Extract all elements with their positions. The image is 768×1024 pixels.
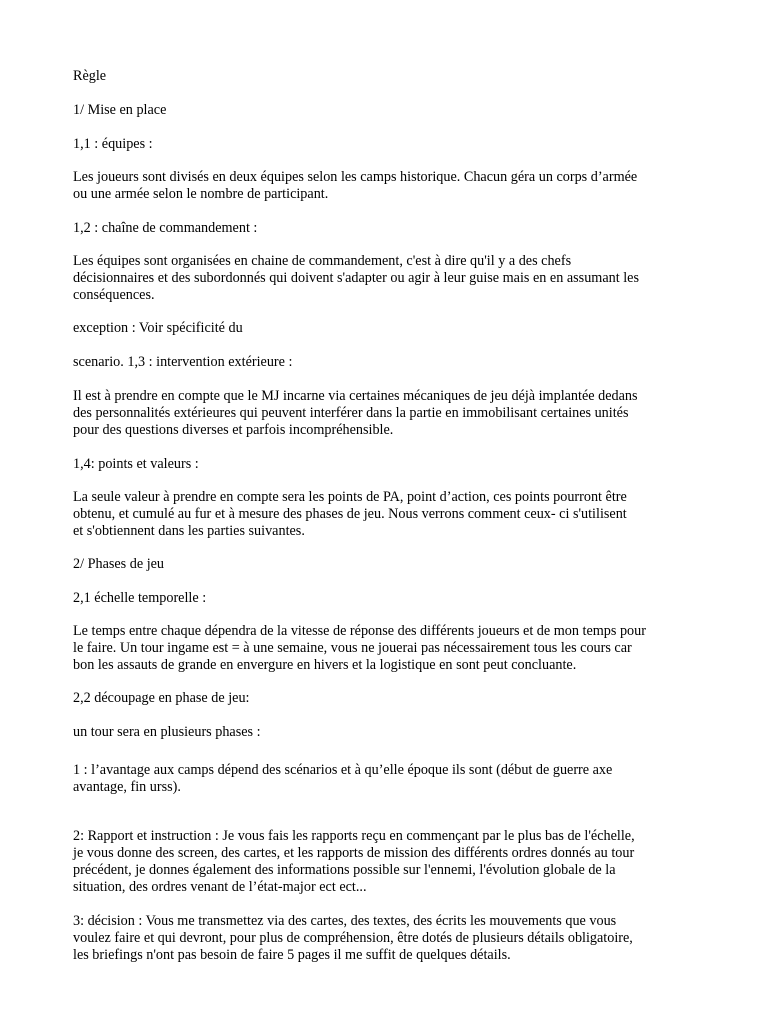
text-line: La seule valeur à prendre en compte sera les points de PA, point d’action, ces points pourront être [73,489,627,505]
text-line: les briefings n'ont pas besoin de faire 5 pages il me suffit de quelques détails. [73,947,511,963]
text-line: je vous donne des screen, des cartes, et les rapports de mission des différents ordres donnés au tour [73,845,635,861]
text-line: 1 : l’avantage aux camps dépend des scénarios et à qu’elle époque ils sont (début de guerre axe [73,762,613,778]
document-title: Règle [73,68,107,84]
text-line: décisionnaires et des subordonnés qui doivent s'adapter ou agir à leur guise mais en en assumant les [73,270,639,286]
text-line: pour des questions diverses et parfois incompréhensible. [73,422,394,438]
text-line: le faire. Un tour ingame est = à une semaine, vous ne jouerai pas nécessairement tous les cours car [73,640,632,656]
subsection-heading: 2,1 échelle temporelle : [73,590,207,606]
text-line: Les joueurs sont divisés en deux équipes selon les camps historique. Chacun géra un corps d’armée [73,169,638,185]
section-heading: 2/ Phases de jeu [73,556,165,572]
text-line: ou une armée selon le nombre de participant. [73,186,329,202]
text-line: situation, des ordres venant de l’état-major ect ect... [73,879,367,895]
subsection-heading: 1,4: points et valeurs : [73,456,199,472]
text-line: Le temps entre chaque dépendra de la vitesse de réponse des différents joueurs et de mon temps pour [73,623,646,639]
text-line: voulez faire et qui devront, pour plus de compréhension, être dotés de plusieurs détails obligatoire, [73,930,633,946]
text-line: bon les assauts de grande en envergure en hivers et la logistique en sont peut concluante. [73,657,577,673]
text-line: obtenu, et cumulé au fur et à mesure des phases de jeu. Nous verrons comment ceux- ci s'utilisent [73,506,627,522]
text-line: des personnalités extérieures qui peuvent interférer dans la partie en immobilisant certaines unités [73,405,629,421]
text-line: exception : Voir spécificité du [73,320,243,336]
text-line: conséquences. [73,287,155,303]
text-line: 2: Rapport et instruction : Je vous fais les rapports reçu en commençant par le plus bas de l'échelle, [73,828,635,844]
subsection-heading: 1,2 : chaîne de commandement : [73,220,258,236]
text-line: un tour sera en plusieurs phases : [73,724,261,740]
text-line: précédent, je donnes également des informations possible sur l'ennemi, l'évolution globale de la [73,862,616,878]
subsection-heading: 2,2 découpage en phase de jeu: [73,690,250,706]
section-heading: 1/ Mise en place [73,102,167,118]
text-line: Il est à prendre en compte que le MJ incarne via certaines mécaniques de jeu déjà implantée dedans [73,388,638,404]
text-line: 3: décision : Vous me transmettez via des cartes, des textes, des écrits les mouvements que vous [73,913,617,929]
text-line: scenario. 1,3 : intervention extérieure : [73,354,293,370]
text-line: avantage, fin urss). [73,779,181,795]
text-line: Les équipes sont organisées en chaine de commandement, c'est à dire qu'il y a des chefs [73,253,572,269]
subsection-heading: 1,1 : équipes : [73,136,153,152]
text-line: et s'obtiennent dans les parties suivantes. [73,523,305,539]
